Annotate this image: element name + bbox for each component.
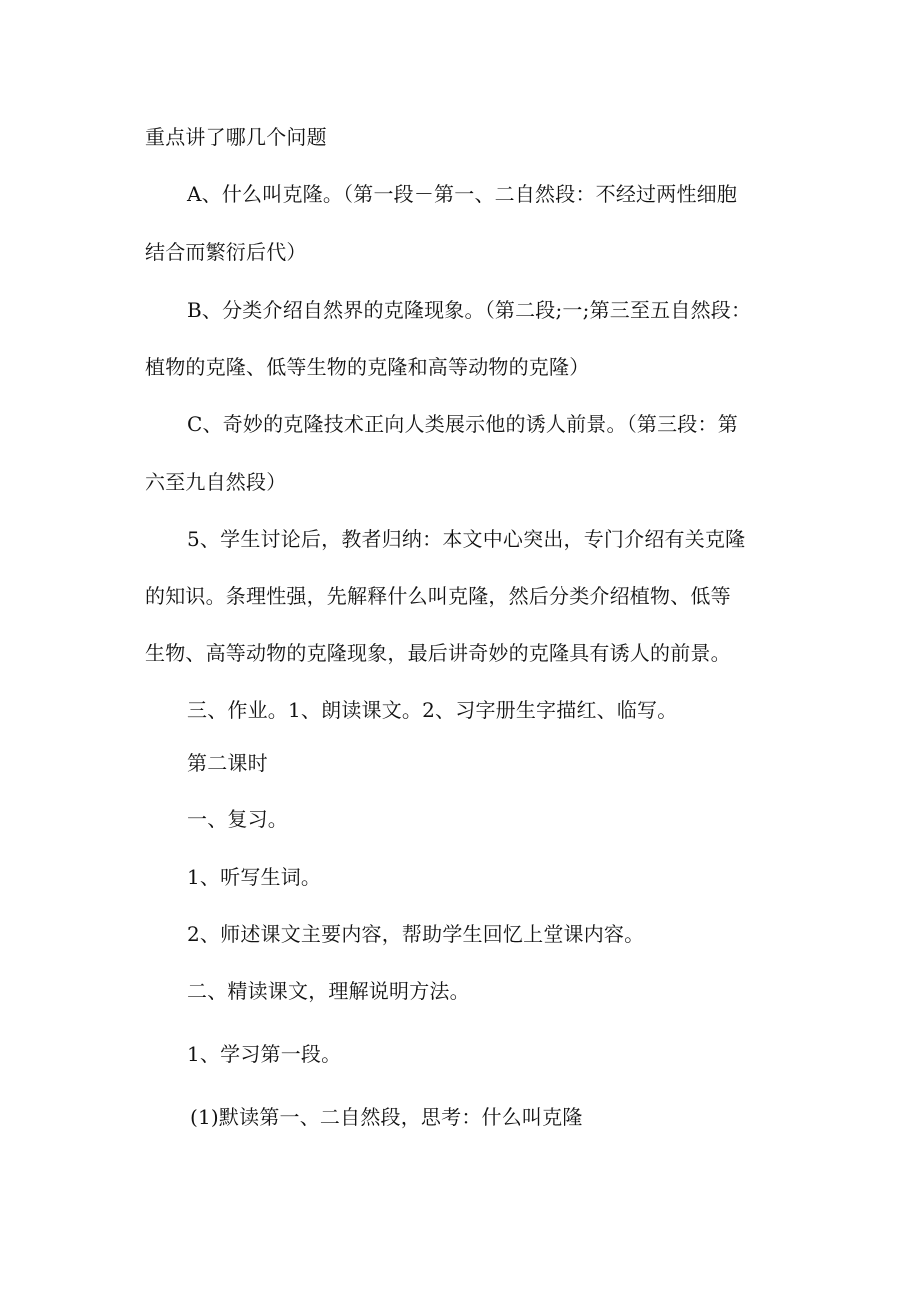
text-line-dictation: 1、听写生词。: [187, 865, 322, 889]
text-line-point-c-cont: 六至九自然段）: [145, 470, 287, 494]
text-line-homework: 三、作业。1、朗读课文。2、习字册生字描红、临写。: [187, 698, 678, 722]
text-line-topic: 重点讲了哪几个问题: [145, 125, 327, 149]
text-line-close-reading: 二、精读课文，理解说明方法。: [187, 979, 470, 1003]
text-line-summary: 5、学生讨论后，教者归纳：本文中心突出，专门介绍有关克隆: [187, 527, 746, 551]
text-line-second-lesson: 第二课时: [187, 751, 268, 775]
text-line-point-c: C、奇妙的克隆技术正向人类展示他的诱人前景。（第三段：第: [187, 412, 738, 436]
text-line-recap: 2、师述课文主要内容，帮助学生回忆上堂课内容。: [187, 922, 645, 946]
text-line-summary-cont-1: 的知识。条理性强，先解释什么叫克隆，然后分类介绍植物、低等: [145, 584, 731, 608]
text-line-point-b-cont: 植物的克隆、低等生物的克隆和高等动物的克隆）: [145, 355, 590, 379]
text-line-point-a-cont: 结合而繁衍后代）: [145, 240, 307, 264]
text-line-silent-reading: (1)默读第一、二自然段，思考：什么叫克隆: [190, 1105, 583, 1129]
text-line-summary-cont-2: 生物、高等动物的克隆现象，最后讲奇妙的克隆具有诱人的前景。: [145, 641, 731, 665]
text-line-point-b: B、分类介绍自然界的克隆现象。（第二段;一;第三至五自然段：: [187, 298, 752, 322]
text-line-review: 一、复习。: [187, 807, 288, 831]
text-line-study-first-section: 1、学习第一段。: [187, 1042, 342, 1066]
text-line-point-a: A、什么叫克隆。（第一段－第一、二自然段：不经过两性细胞: [187, 182, 738, 206]
